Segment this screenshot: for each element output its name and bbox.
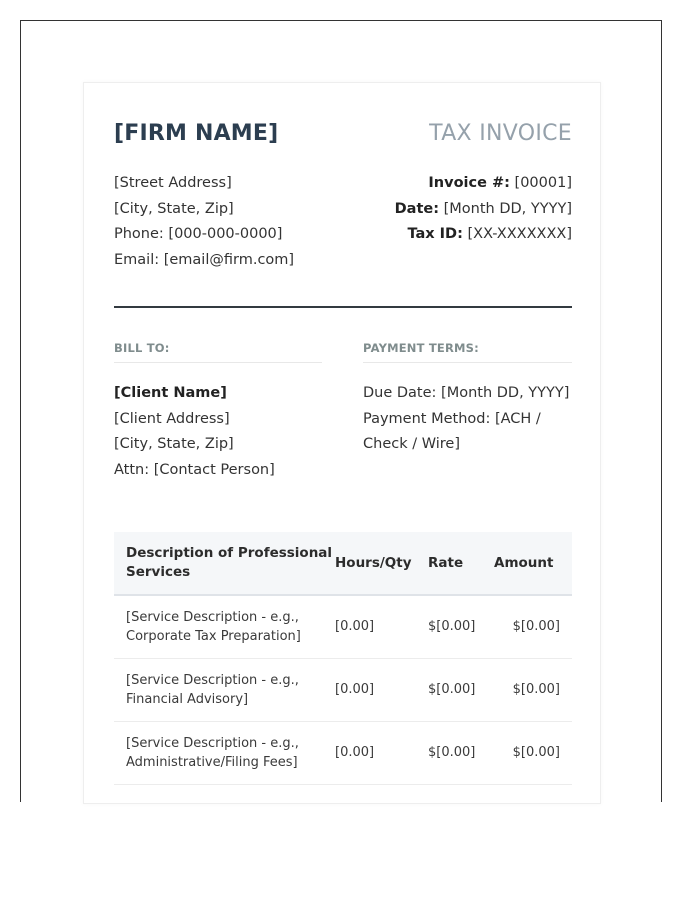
bill-to-label: BILL TO: [114,341,322,363]
row-amount: $[0.00] [494,721,572,784]
client-address: [Client Address] [114,410,230,427]
payment-terms-details [363,381,572,458]
row-description-line2: Corporate Tax Preparation] [126,628,301,644]
header-qty: Hours/Qty [335,554,412,571]
header-description-line1: Description of Professional [126,545,333,561]
row-description [114,658,335,721]
row-description-line1: [Service Description - e.g., [126,735,299,751]
invoice-taxid [395,222,572,248]
table-row [114,721,572,784]
invoice-taxid-label: Tax ID: [407,226,463,243]
payment-method-line1: Payment Method: [ACH / [363,410,541,427]
header-description-line2: Services [126,564,191,580]
header-divider [114,306,572,308]
invoice-number [395,171,572,197]
payment-terms-section [363,341,572,458]
payment-terms-label: PAYMENT TERMS: [363,341,572,363]
row-description-line1: [Service Description - e.g., [126,609,299,625]
invoice-number-value: [00001] [509,175,572,191]
row-amount: $[0.00] [494,595,572,658]
firm-contact-info [114,171,294,274]
invoice-date-value: [Month DD, YYYY] [439,200,572,217]
row-description [114,721,335,784]
client-city: [City, State, Zip] [114,436,234,453]
invoice-header [114,121,572,151]
firm-street: [Street Address] [114,175,232,191]
header-amount: Amount [494,554,554,571]
invoice-page [83,82,601,804]
row-description-line1: [Service Description - e.g., [126,672,299,688]
table-header-row [114,532,572,595]
firm-email: Email: [email@firm.com] [114,252,295,269]
row-description-line2: Administrative/Filing Fees] [126,754,298,770]
firm-name: [FIRM NAME] [114,121,279,146]
row-description [114,595,335,658]
table-row [114,658,572,721]
row-amount: $[0.00] [494,658,572,721]
row-rate: $[0.00] [428,658,494,721]
invoice-number-label: Invoice #: [428,175,510,191]
payment-method-line2: Check / Wire] [363,436,460,453]
invoice-taxid-value: [XX-XXXXXXX] [462,226,572,243]
due-date: Due Date: [Month DD, YYYY] [363,385,570,401]
row-qty: [0.00] [335,721,428,784]
client-attn: Attn: [Contact Person] [114,462,275,479]
line-items-table [114,532,572,785]
invoice-date-label: Date: [394,200,440,217]
document-title: TAX INVOICE [429,121,572,146]
row-qty: [0.00] [335,658,428,721]
bill-to-details [114,381,322,484]
document-frame [20,20,662,802]
row-qty: [0.00] [335,595,428,658]
row-rate: $[0.00] [428,595,494,658]
firm-city: [City, State, Zip] [114,200,234,217]
invoice-meta [395,171,572,248]
header-description [114,532,335,595]
client-name [114,381,322,407]
invoice-date [395,197,572,223]
row-description-line2: Financial Advisory] [126,691,249,707]
firm-phone: Phone: [000-000-0000] [114,226,283,243]
table-row [114,595,572,658]
header-rate: Rate [428,554,464,571]
bill-to-section [114,341,322,484]
row-rate: $[0.00] [428,721,494,784]
client-name-text: [Client Name] [114,385,227,401]
